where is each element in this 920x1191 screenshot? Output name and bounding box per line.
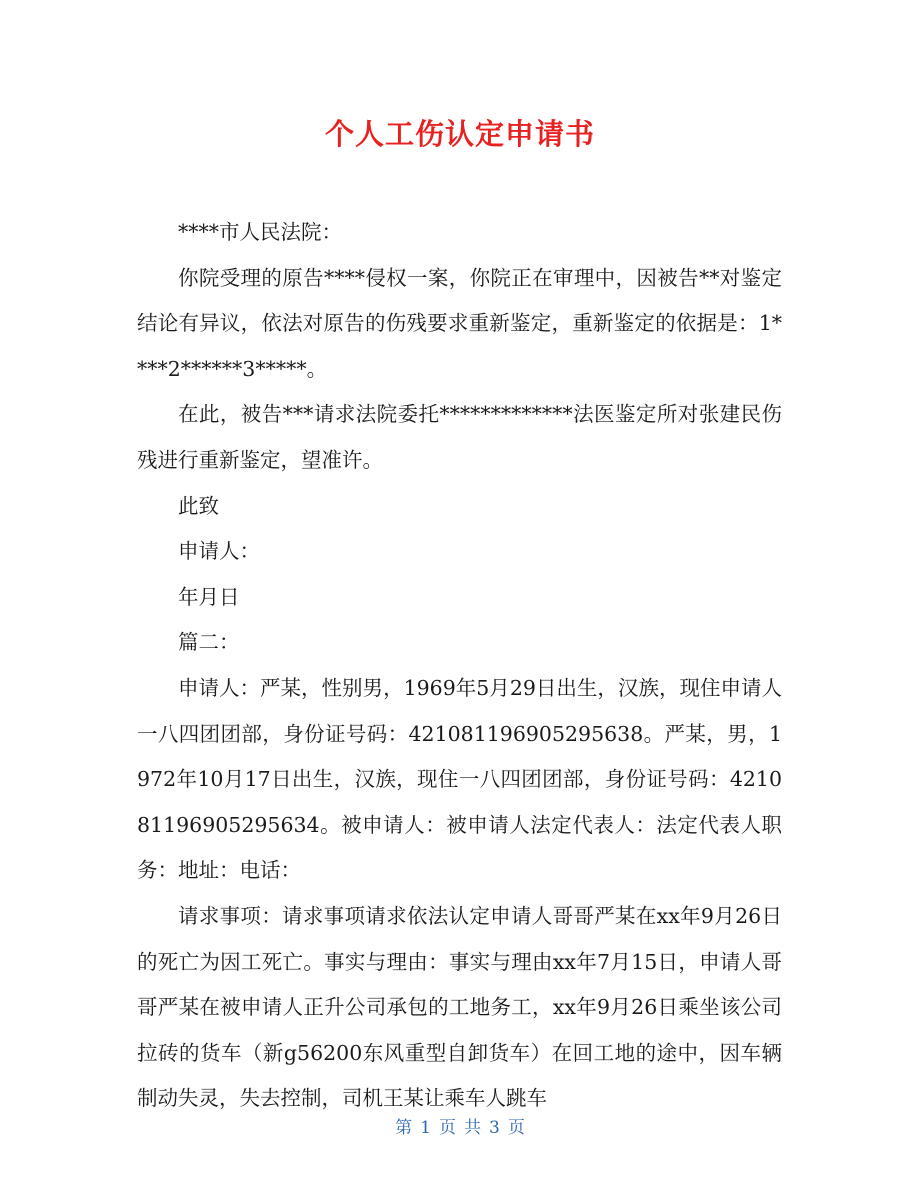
footer-label-total-unit: 页 bbox=[507, 1118, 525, 1138]
paragraph-request-items: 请求事项：请求事项请求依法认定申请人哥哥严某在xx年9月26日的死亡为因工死亡。事实与理由：事实与理由xx年7月15日，申请人哥哥严某在被申请人正升公司承包的工地务工，xx年9月26日乘坐该公司拉砖的货车（新g56200东风重型自卸货车）在回工地的途中，因车辆制动失灵，失去控制，司机王某让乘车人跳车 bbox=[137, 903, 782, 1111]
paragraph-salutation: 此致 bbox=[178, 493, 219, 518]
document-title: 个人工伤认定申请书 bbox=[324, 117, 595, 151]
paragraph-date: 年月日 bbox=[178, 584, 240, 609]
paragraph-applicant-info: 申请人：严某，性别男，1969年5月29日出生，汉族，现住申请人一八四团团部，身份证号码：421081196905295638。严某，男，1972年10月17日出生，汉族，现住一八四团团部，身份证号码：421081196905295634。被申请人：被申请人法定代表人：法定代表人职务：地址：电话： bbox=[137, 675, 782, 883]
footer-label-page: 第 bbox=[395, 1118, 413, 1138]
footer-total-pages: 3 bbox=[489, 1118, 500, 1138]
paragraph-request: 在此，被告***请求法院委托*************法医鉴定所对张建民伤残进行重新鉴定，望准许。 bbox=[137, 402, 782, 472]
paragraph-applicant-signature: 申请人： bbox=[178, 539, 260, 564]
footer-current-page: 1 bbox=[420, 1118, 431, 1138]
paragraph-section-two: 篇二： bbox=[178, 630, 240, 655]
paragraph-addressee: ****市人民法院： bbox=[178, 220, 342, 244]
document-body bbox=[137, 210, 782, 1122]
paragraph-case-intro: 你院受理的原告****侵权一案，你院正在审理中，因被告**对鉴定结论有异议，依法对原告的伤残要求重新鉴定，重新鉴定的依据是：1****2******3*****。 bbox=[137, 265, 782, 381]
page-footer bbox=[0, 1113, 920, 1138]
footer-label-total: 共 bbox=[464, 1118, 481, 1138]
footer-label-page-unit: 页 bbox=[439, 1118, 456, 1138]
